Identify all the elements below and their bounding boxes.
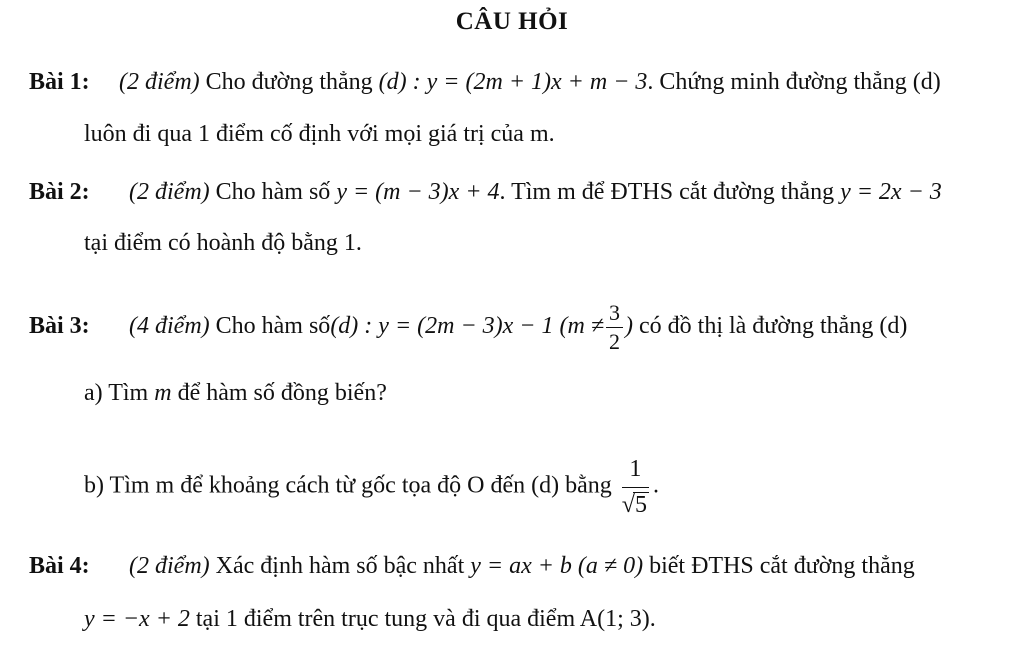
bai3-part-b-den bbox=[622, 488, 649, 517]
bai3-part-b-text: b) Tìm m để khoảng cách từ gốc tọa độ O đến (d) bằng bbox=[84, 472, 618, 499]
bai4-line1 bbox=[29, 551, 915, 581]
bai3-fraction bbox=[606, 302, 623, 353]
bai1-text-a: Cho đường thẳng bbox=[199, 69, 379, 95]
bai3-line1 bbox=[29, 302, 907, 353]
bai2-formula-1: y = (m − 3)x + 4 bbox=[336, 179, 500, 205]
bai2-line2: tại điểm có hoành độ bằng 1. bbox=[84, 230, 362, 256]
bai1-points: (2 điểm) bbox=[119, 69, 200, 95]
bai3-part-b bbox=[84, 457, 659, 517]
bai1-line1 bbox=[29, 67, 941, 97]
bai4-line2-text: tại 1 điểm trên trục tung và đi qua điểm A(1; 3). bbox=[189, 606, 656, 632]
bai3-formula-close: ) bbox=[625, 313, 633, 340]
bai3-label: Bài 3: bbox=[29, 313, 90, 340]
bai1-text-b: . Chứng minh đường thẳng (d) bbox=[647, 69, 941, 95]
bai3-part-b-num: 1 bbox=[622, 457, 649, 488]
bai2-label: Bài 2: bbox=[29, 179, 90, 205]
bai3-formula: (d) : y = (2m − 3)x − 1 (m ≠ bbox=[330, 313, 604, 340]
bai2-text-a: Cho hàm số bbox=[209, 179, 337, 205]
bai4-line2 bbox=[84, 604, 656, 634]
bai3-text-b: có đồ thị là đường thẳng (d) bbox=[633, 313, 908, 340]
bai4-formula-1: y = ax + b (a ≠ 0) bbox=[470, 553, 644, 579]
bai3-points: (4 điểm) bbox=[129, 313, 210, 340]
bai4-text-a: Xác định hàm số bậc nhất bbox=[209, 553, 471, 579]
bai4-points: (2 điểm) bbox=[129, 553, 210, 579]
bai1-formula: (d) : y = (2m + 1)x + m − 3 bbox=[378, 69, 648, 95]
bai3-text-a: Cho hàm số bbox=[209, 313, 331, 340]
bai3-part-a-suffix: để hàm số đồng biến? bbox=[171, 380, 387, 406]
bai3-frac-den: 2 bbox=[609, 329, 620, 354]
bai3-part-b-radicand: 5 bbox=[634, 492, 647, 518]
bai2-formula-2: y = 2x − 3 bbox=[840, 179, 942, 205]
bai4-text-b: biết ĐTHS cắt đường thẳng bbox=[643, 553, 915, 579]
bai3-part-a bbox=[84, 378, 387, 408]
bai2-text-b: . Tìm m để ĐTHS cắt đường thẳng bbox=[499, 179, 841, 205]
page-title: CÂU HỎI bbox=[455, 8, 569, 35]
bai3-frac-num: 3 bbox=[606, 302, 623, 328]
bai1-label: Bài 1: bbox=[29, 69, 90, 95]
bai2-line1 bbox=[29, 177, 942, 207]
bai4-formula-2: y = −x + 2 bbox=[84, 606, 190, 632]
bai3-part-a-var: m bbox=[154, 380, 172, 406]
bai3-part-a-prefix: a) Tìm bbox=[84, 380, 155, 406]
bai2-points: (2 điểm) bbox=[129, 179, 210, 205]
bai4-label: Bài 4: bbox=[29, 553, 90, 579]
bai1-line2: luôn đi qua 1 điểm cố định với mọi giá trị của m. bbox=[84, 121, 555, 147]
bai3-part-b-end: . bbox=[652, 472, 659, 499]
sqrt-symbol: √5 bbox=[621, 492, 647, 518]
bai3-part-b-fraction bbox=[622, 457, 649, 517]
